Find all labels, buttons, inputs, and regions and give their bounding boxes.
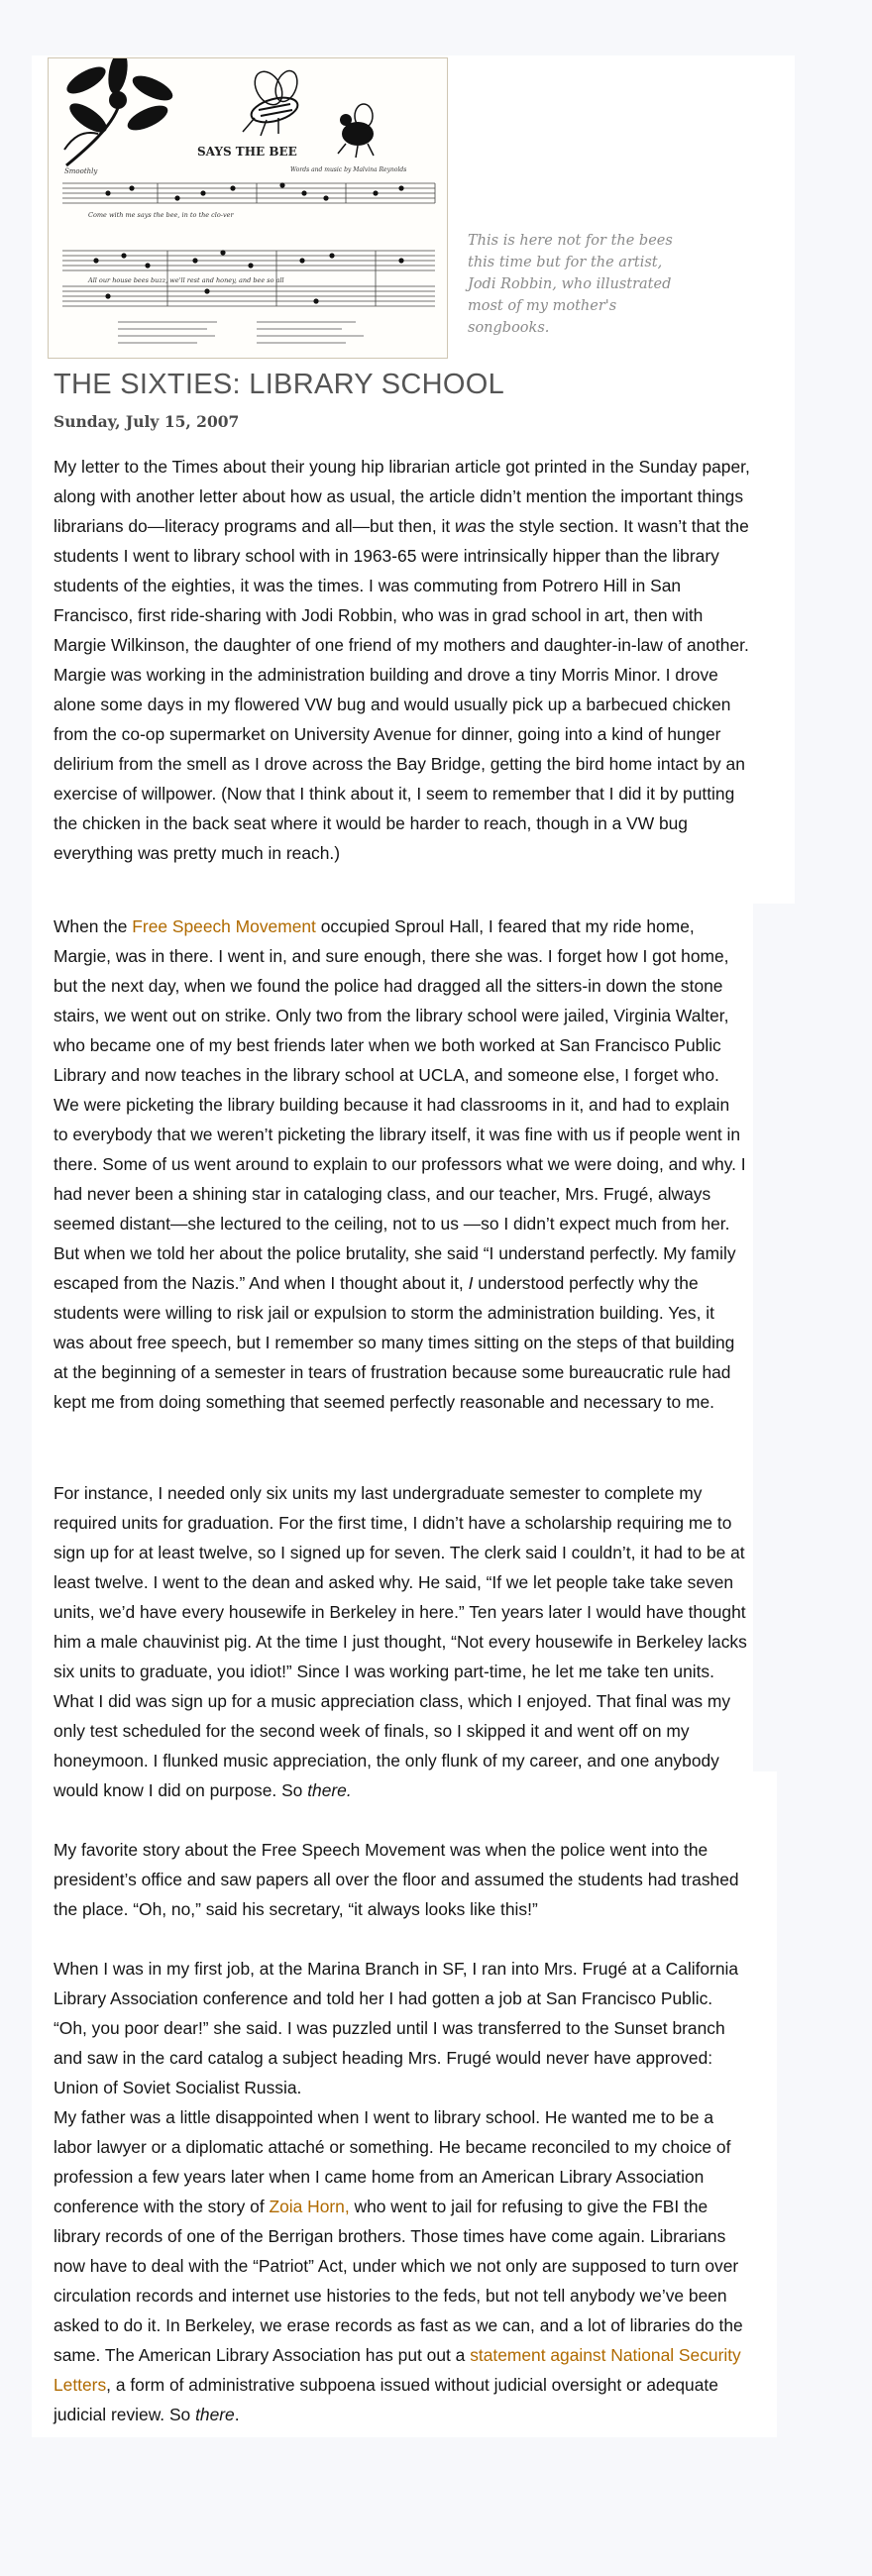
free-speech-movement-link[interactable]: Free Speech Movement (132, 916, 316, 936)
post-title: THE SIXTIES: LIBRARY SCHOOL (54, 369, 505, 400)
paragraph-2: When the Free Speech Movement occupied Sproul Hall, I feared that my ride home, Margie, was in there. I went in, and sure enough, there she was. I forget how I got home, but the next day, when we found the police had dragged all the sitters-in down the stone stairs, we went out on strike. Only two from the library school were jailed, Virginia Walter, who became one of my best friends later when we both worked at San Francisco Public Library and now teaches in the library school at UCLA, and someone else, I forget who. We were picketing the library building because it had classrooms in it, and had to explain to everybody that we weren’t picketing the library itself, it was fine with us if people went in there. Some of us went around to explain to our professors what we were doing, and why. I had never been a shining star in cataloging class, and our teacher, Mrs. Frugé, always seemed distant—she lectured to the ceiling, not to us —so I didn’t expect much from her. But when we told her about the police brutality, she said “I understand perfectly. My family escaped from the Nazis.” And when I thought about it, I understood perfectly why the students were willing to risk jail or expulsion to storm the administration building. Yes, it was about free speech, but I remember so many times sitting on the steps of that building at the beginning of a semester in tears of frustration because some bureaucratic rule had kept me from doing something that seemed perfectly reasonable and necessary to me. (54, 916, 746, 1412)
emphasis-there-2: there (195, 2405, 235, 2424)
emphasis-there-1: there. (307, 1780, 352, 1800)
image-title: SAYS THE BEE (197, 145, 297, 159)
image-caption: This is here not for the bees this time but for the artist, Jodi Robbin, who illustrated most of my mother's songbooks. (468, 233, 673, 336)
song-tempo: Smoothly (64, 167, 98, 175)
songbook-illustration-art (49, 58, 447, 358)
lyric-line-1: Come with me says the bee, in to the clo-ver (88, 211, 234, 219)
music-staff-1 (62, 183, 435, 203)
national-security-letters-link[interactable]: statement against National Security Letters (54, 2345, 741, 2395)
post-date: Sunday, July 15, 2007 (54, 412, 240, 431)
songbook-illustration (48, 57, 448, 359)
zoia-horn-link[interactable]: Zoia Horn, (269, 2197, 350, 2216)
lyric-line-2: All our house bees buzz, we'll rest and honey, and bee so all (88, 276, 284, 284)
paragraph-1: My letter to the Times about their young hip librarian article got printed in the Sunday paper, along with another letter about how as usual, the article didn’t mention the important things librarians do—literacy programs and all—but then, it was the style section. It wasn’t that the students I went to library school with in 1963-65 were intrinsically hipper than the library students of the eighties, it was the times. I was commuting from Potrero Hill in San Francisco, first ride-sharing with Jodi Robbin, who was in grad school in art, then with Margie Wilkinson, the daughter of one friend of my mothers and daughter-in-law of another. Margie was working in the administration building and drove a tiny Morris Minor. I drove alone some days in my flowered VW bug and would usually pick up a barbecued chicken from the co-op supermarket on University Avenue for dinner, going into a kind of hunger delirium from the smell as I drove across the Bay Bridge, getting the bird home intact by an exercise of willpower. (Now that I think about it, I seem to remember that I did it by putting the chicken in the back seat where it would be harder to reach, though in a VW bug everything was pretty much in reach.) (54, 457, 750, 863)
verse-text-block (118, 322, 364, 343)
paragraph-3: For instance, I needed only six units my last undergraduate semester to complete my required units for graduation. For the first time, I didn’t have a scholarship requiring me to sign up for at least twelve, so I signed up for seven. The clerk said I couldn’t, it had to be at least twelve. I went to the dean and asked why. He said, “If we let people take take seven units, we’d have every housewife in Berkeley in here.” Ten years later I would have thought him a male chauvinist pig. At the time I just thought, “Not every housewife in Berkeley lacks six units to graduate, you idiot!” Since I was working part-time, he let me take ten units. What I did was sign up for a music appreciation class, which I enjoyed. That final was my only test scheduled for the second week of finals, so I skipped it and went off on my honeymoon. I flunked music appreciation, the only flunk of my career, and one anybody would know I did on purpose. So there. (54, 1483, 747, 1800)
song-credit: Words and music by Malvina Reynolds (290, 166, 407, 173)
emphasis-i: I (468, 1273, 474, 1293)
paragraph-5: When I was in my first job, at the Marina Branch in SF, I ran into Mrs. Frugé at a California Library Association conference and told her I had gotten a job at San Francisco Public. “Oh, you poor dear!” she said. I was puzzled until I was transferred to the Sunset branch and saw in the card catalog a subject heading Mrs. Frugé would never have approved: Union of Soviet Socialist Russia. (54, 1959, 739, 2097)
emphasis-was: was (455, 516, 486, 536)
paragraph-6: My father was a little disappointed when I went to library school. He wanted me to be a labor lawyer or a diplomatic attaché or something. He became reconciled to my choice of profession a few years later when I came home from an American Library Association conference with the story of Zoia Horn, who went to jail for refusing to give the FBI the library records of one of the Berrigan brothers. Those times have come again. Librarians now have to deal with the “Patriot” Act, under which we not only are supposed to turn over circulation records and internet use histories to the feds, but not tell anybody we’ve been asked to do it. In Berkeley, we erase records as fast as we can, and a lot of libraries do the same. The American Library Association has put out a statement against National Security Letters, a form of administrative subpoena issued without judicial oversight or adequate judicial review. So there. (54, 2107, 743, 2424)
flower-drawing (62, 58, 175, 165)
paragraph-4: My favorite story about the Free Speech Movement was when the police went into the president’s office and saw papers all over the floor and assumed the students had trashed the place. “Oh, no,” said his secretary, “it always looks like this!” (54, 1840, 739, 1919)
